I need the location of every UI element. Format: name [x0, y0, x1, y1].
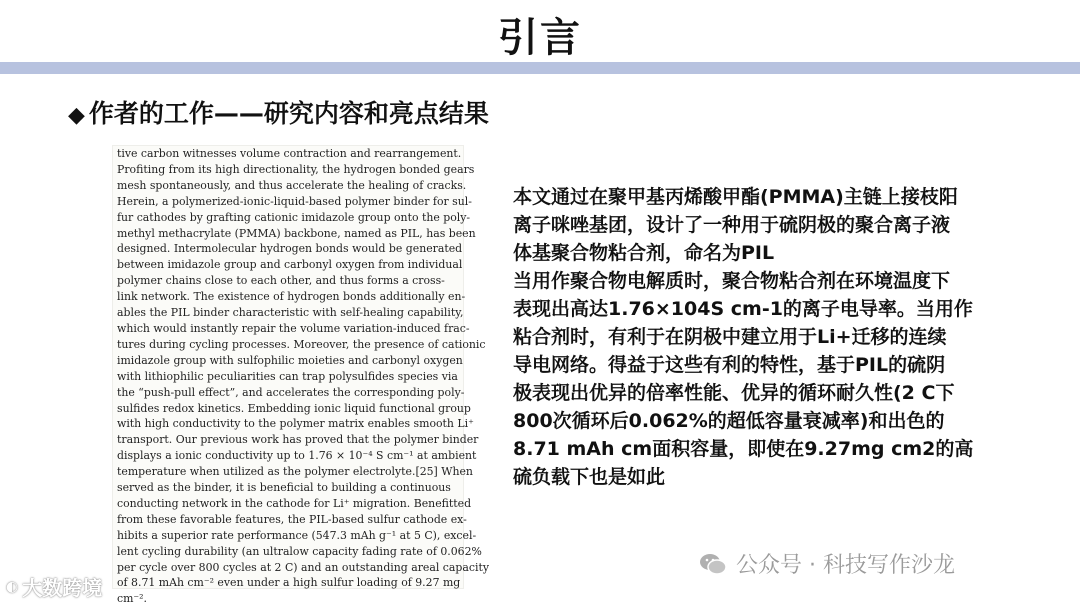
paper-excerpt-image: [112, 145, 489, 606]
paper-line: tive carbon witnesses volume contraction and rearrangement.: [117, 147, 462, 160]
paper-line: cm⁻².: [117, 592, 148, 606]
slide-title: 引言: [498, 15, 582, 61]
paper-line: transport. Our previous work has proved that the polymer binder: [117, 433, 479, 447]
wechat-icon: [698, 549, 728, 579]
corner-logo: [6, 572, 102, 601]
paper-line: with high conductivity to the polymer matrix enables smooth Li⁺: [117, 417, 474, 431]
watermark-text: 公众号 · 科技写作沙龙: [736, 553, 955, 578]
paper-line: which would instantly repair the volume variation-induced frac-: [117, 321, 470, 335]
paper-line: of 8.71 mAh cm⁻² even under a high sulfur loading of 9.27 mg: [117, 576, 461, 590]
summary-line: 本文通过在聚甲基丙烯酸甲酯(PMMA)主链上接枝阳: [513, 186, 958, 208]
paper-line: conducting network in the cathode for Li⁺ migration. Benefitted: [117, 496, 472, 510]
summary-line: 当用作聚合物电解质时，聚合物粘合剂在环境温度下: [513, 270, 951, 292]
wechat-watermark: [698, 548, 955, 579]
summary-line: 极表现出优异的倍率性能、优异的循环耐久性(2 C下: [513, 382, 955, 404]
paper-line: link network. The existence of hydrogen bonds additionally en-: [117, 290, 466, 304]
paper-line: served as the binder, it is beneficial to building a continuous: [117, 481, 451, 495]
summary-line: 8.71 mAh cm面积容量，即使在9.27mg cm2的高: [513, 438, 974, 460]
logo-text: 大数跨境: [22, 576, 103, 600]
section-heading-text: 作者的工作——研究内容和亮点结果: [88, 99, 489, 128]
paper-line: between imidazole group and carbonyl oxygen from individual: [117, 258, 463, 272]
paper-line: with lithiophilic peculiarities can trap polysulfides species via: [117, 369, 458, 383]
paper-line: polymer chains close to each other, and thus forms a cross-: [117, 274, 445, 288]
paper-text-block: [113, 146, 489, 607]
summary-line: 硫负载下也是如此: [513, 466, 666, 488]
paper-line: hibits a superior rate performance (547.3 mAh g⁻¹ at 5 C), excel-: [117, 528, 477, 542]
paper-line: methyl methacrylate (PMMA) backbone, named as PIL, has been: [117, 226, 476, 240]
chinese-summary: [513, 183, 1043, 491]
paper-line: displays a ionic conductivity up to 1.76 × 10⁻⁴ S cm⁻¹ at ambient: [117, 449, 477, 463]
paper-line: mesh spontaneously, and thus accelerate the healing of cracks.: [117, 178, 467, 192]
paper-line: ables the PIL binder characteristic with self-healing capability,: [117, 306, 464, 320]
summary-line: 800次循环后0.062%的超低容量衰减率)和出色的: [513, 410, 945, 432]
paper-line: lent cycling durability (an ultralow capacity fading rate of 0.062%: [117, 544, 482, 558]
summary-line: 离子咪唑基团，设计了一种用于硫阴极的聚合离子液: [513, 214, 951, 236]
section-heading: [68, 94, 489, 130]
paper-line: Profiting from its high directionality, the hydrogen bonded gears: [117, 162, 475, 176]
logo-mark-icon: ◐: [6, 578, 19, 595]
paper-line: fur cathodes by grafting cationic imidazole group onto the poly-: [117, 210, 471, 224]
summary-line: 体基聚合物粘合剂，命名为PIL: [513, 242, 775, 264]
title-divider-band: [0, 62, 1080, 74]
summary-line: 粘合剂时，有利于在阴极中建立用于Li+迁移的连续: [513, 326, 947, 348]
paper-line: Herein, a polymerized-ionic-liquid-based polymer binder for sul-: [117, 194, 472, 208]
summary-line: 导电网络。得益于这些有利的特性，基于PIL的硫阴: [513, 354, 946, 376]
paper-line: per cycle over 800 cycles at 2 C) and an outstanding areal capacity: [117, 560, 489, 574]
diamond-bullet-icon: ◆: [68, 103, 85, 128]
summary-line: 表现出高达1.76×104S cm-1的离子电导率。当用作: [513, 298, 973, 320]
paper-line: temperature when utilized as the polymer electrolyte.[25] When: [117, 465, 473, 479]
paper-line: designed. Intermolecular hydrogen bonds would be generated: [117, 242, 463, 256]
paper-line: from these favorable features, the PIL-based sulfur cathode ex-: [117, 512, 467, 526]
paper-line: imidazole group with sulfophilic moieties and carbonyl oxygen: [117, 353, 463, 367]
paper-line: sulfides redox kinetics. Embedding ionic liquid functional group: [117, 401, 471, 415]
summary-text-block: [513, 183, 1043, 491]
paper-line: tures during cycling processes. Moreover, the presence of cationic: [117, 337, 486, 351]
paper-line: the “push-pull effect”, and accelerates the corresponding poly-: [117, 385, 465, 399]
